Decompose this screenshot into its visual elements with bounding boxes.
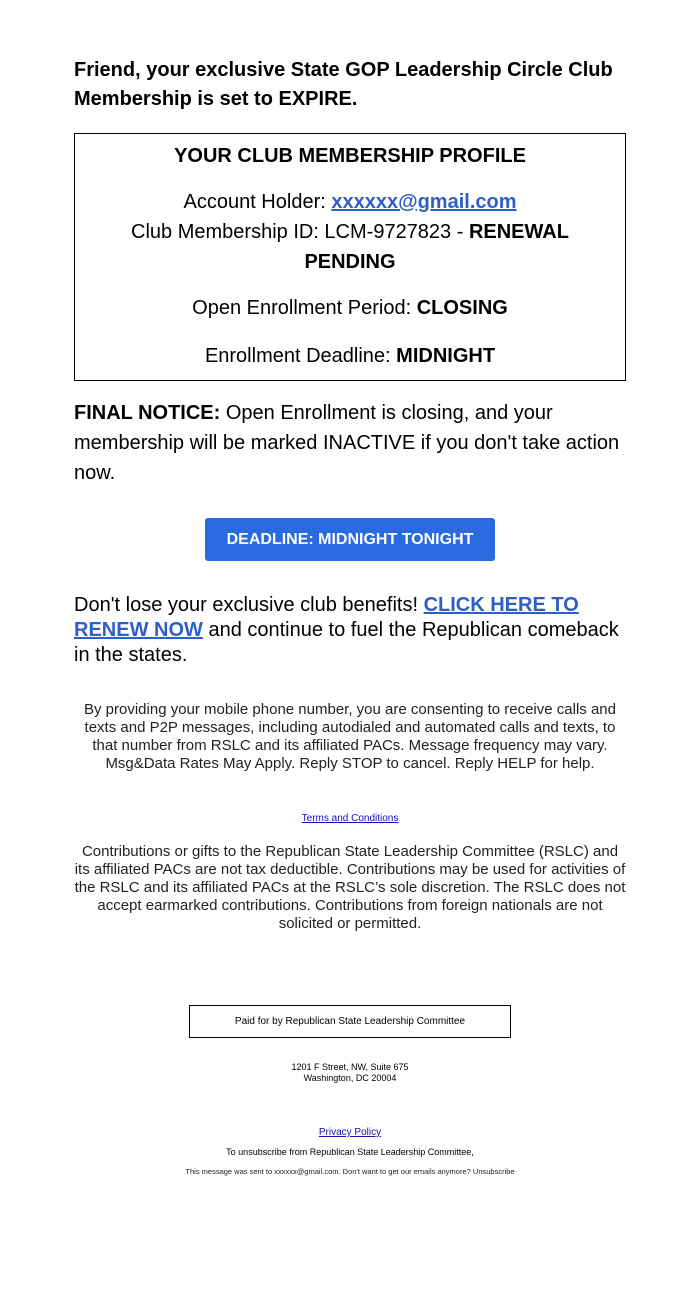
account-holder-label: Account Holder: <box>183 191 332 213</box>
membership-id-status: RENEWAL PENDING <box>304 221 569 273</box>
membership-profile-box <box>74 133 626 381</box>
final-notice-label: FINAL NOTICE: <box>74 402 221 424</box>
unsubscribe-text: To unsubscribe from Republican State Leadership Committee, <box>226 1147 474 1157</box>
address-line-1: 1201 F Street, NW, Suite 675 <box>291 1062 409 1072</box>
enrollment-deadline <box>75 343 625 369</box>
enrollment-label: Open Enrollment Period: <box>192 297 417 319</box>
benefits-outro: and continue to fuel the Republican comeback in the states. <box>74 619 619 666</box>
sms-consent-disclaimer: By providing your mobile phone number, you are consenting to receive calls and texts and P2P messages, including autodialed and automated calls and texts, to that number from RSLC and its affiliated PACs. Message frequency may vary. Msg&Data Rates May Apply. Reply STOP to cancel. Reply HELP for help. <box>84 701 616 772</box>
sent-to-text: This message was sent to xxxxxx@gmail.com. Don't want to get our emails anymore? <box>185 1167 473 1176</box>
final-notice <box>74 398 626 488</box>
terms-row <box>74 813 626 825</box>
benefits-paragraph <box>74 593 634 668</box>
mailing-address <box>74 1062 626 1084</box>
terms-link[interactable]: Terms and Conditions <box>301 813 399 824</box>
profile-account-info <box>99 187 601 277</box>
headline: Friend, your exclusive State GOP Leadership Circle Club Membership is set to EXPIRE. <box>74 59 613 110</box>
unsubscribe-link[interactable]: Unsubscribe <box>472 1167 515 1176</box>
profile-title: YOUR CLUB MEMBERSHIP PROFILE <box>174 145 526 167</box>
deadline-label: Enrollment Deadline: <box>204 345 397 367</box>
membership-id-label: Club Membership ID: LCM-9727823 - <box>131 221 469 243</box>
enrollment-period <box>75 295 625 321</box>
sent-to-line <box>44 1167 656 1177</box>
renew-now-link[interactable]: CLICK HERE TO RENEW NOW <box>74 594 579 641</box>
enrollment-value: CLOSING <box>416 297 508 319</box>
account-email-link[interactable]: xxxxxx@gmail.com <box>331 191 517 213</box>
privacy-policy-link[interactable]: Privacy Policy <box>318 1127 382 1138</box>
deadline-cta-button[interactable]: DEADLINE: MIDNIGHT TONIGHT <box>205 518 495 561</box>
address-line-2: Washington, DC 20004 <box>303 1073 397 1083</box>
privacy-row <box>74 1127 626 1139</box>
contributions-disclaimer: Contributions or gifts to the Republican State Leadership Committee (RSLC) and its affiliated PACs are not tax deductible. Contributions may be used for activities of the RSLC and its affiliated PACs at the RSLC’s sole discretion. The RSLC does not accept earmarked contributions. Contributions from foreign nationals are not solicited or permitted. <box>74 843 626 932</box>
deadline-value: MIDNIGHT <box>396 345 496 367</box>
final-notice-text: Open Enrollment is closing, and your membership will be marked INACTIVE if you don't take action now. <box>74 402 620 484</box>
benefits-intro: Don't lose your exclusive club benefits! <box>74 594 424 616</box>
paid-for-box: Paid for by Republican State Leadership Committee <box>189 1005 511 1038</box>
